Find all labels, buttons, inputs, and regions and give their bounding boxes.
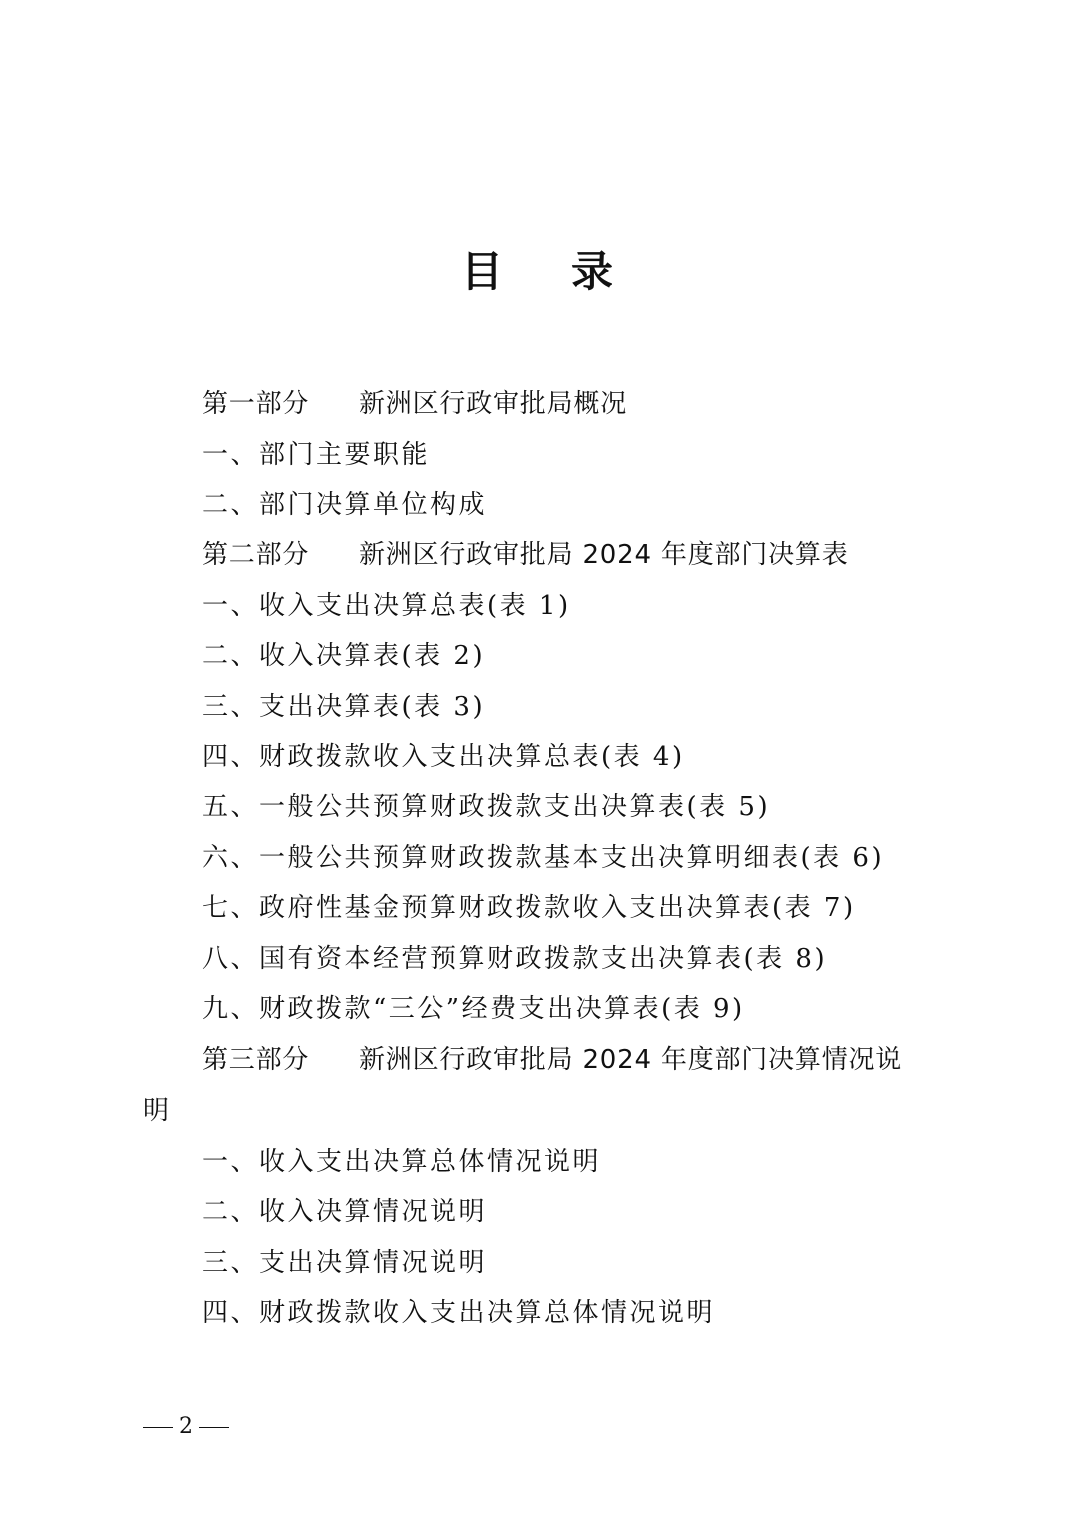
- page-title: [0, 244, 1074, 300]
- toc-part-3-heading: [202, 1040, 902, 1080]
- page-number: [143, 1412, 229, 1442]
- toc-part-1-text: 新洲区行政审批局概况: [359, 389, 628, 419]
- page-number-dash-right: [199, 1427, 229, 1428]
- title-char-1: 目: [460, 247, 503, 296]
- toc-item: 一、收入支出决算总体情况说明: [202, 1147, 602, 1177]
- page-number-value: 2: [179, 1414, 193, 1439]
- toc-item: 二、部门决算单位构成: [202, 490, 488, 520]
- toc-item: 六、一般公共预算财政拨款基本支出决算明细表(表 6): [202, 843, 885, 873]
- toc-item: 四、财政拨款收入支出决算总表(表 4): [202, 742, 685, 772]
- toc-item: 四、财政拨款收入支出决算总体情况说明: [202, 1298, 716, 1328]
- page-number-dash-left: [143, 1427, 173, 1428]
- toc-part-2-text: 新洲区行政审批局 2024 年度部门决算表: [359, 540, 849, 570]
- toc-part-1-label: 第一部分: [202, 389, 310, 419]
- toc-item: 三、支出决算情况说明: [202, 1248, 488, 1278]
- toc-item: 五、一般公共预算财政拨款支出决算表(表 5): [202, 792, 771, 822]
- toc-part-3-text: 新洲区行政审批局 2024 年度部门决算情况说: [359, 1045, 903, 1075]
- toc-part-3-label: 第三部分: [202, 1045, 310, 1075]
- toc-item: 二、收入决算情况说明: [202, 1197, 488, 1227]
- toc-item: 七、政府性基金预算财政拨款收入支出决算表(表 7): [202, 893, 856, 923]
- toc-part-2-heading: [202, 535, 849, 575]
- toc-part-2-label: 第二部分: [202, 540, 310, 570]
- toc-part-3-text-continuation: 明: [143, 1096, 170, 1126]
- toc-item: 二、收入决算表(表 2): [202, 641, 486, 671]
- toc-part-1-heading: [202, 384, 627, 424]
- toc-item: 一、部门主要职能: [202, 440, 431, 470]
- title-char-2: 录: [571, 247, 614, 296]
- toc-item: 三、支出决算表(表 3): [202, 692, 486, 722]
- toc-item: 九、财政拨款“三公”经费支出决算表(表 9): [202, 994, 745, 1024]
- toc-item: 一、收入支出决算总表(表 1): [202, 591, 571, 621]
- toc-item: 八、国有资本经营预算财政拨款支出决算表(表 8): [202, 944, 828, 974]
